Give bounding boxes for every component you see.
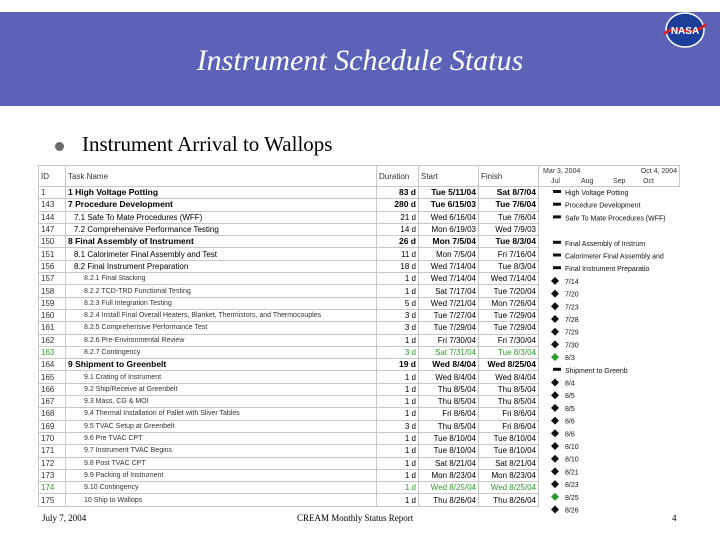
task-duration: 3 d [377,309,419,321]
task-finish: Tue 8/10/04 [479,445,539,457]
gantt-label: Shipment to Greenb [565,367,628,375]
bullet-icon [55,142,64,151]
col-start-header: Start [419,166,479,187]
task-id: 143 [39,199,66,211]
task-start: Mon 7/5/04 [419,248,479,260]
task-id: 161 [39,322,66,334]
task-start: Mon 6/19/03 [419,223,479,235]
gantt-chart [549,165,679,515]
gantt-label: 8/25 [565,494,579,502]
task-id: 172 [39,457,66,469]
task-finish: Tue 8/10/04 [479,432,539,444]
svg-text:NASA: NASA [670,26,700,37]
gantt-label: 7/20 [565,291,579,299]
task-start: Wed 8/4/04 [419,371,479,383]
gantt-label: 8/26 [565,507,579,515]
gantt-label: 8/3 [565,355,575,363]
gantt-label: Calorimeter Final Assembly and [565,253,664,261]
gantt-milestone [551,455,559,463]
timescale-month-jul: Jul [551,178,560,185]
gantt-label: 7/28 [565,317,579,324]
task-name: 9.7 Instrument TVAC Begins [66,445,377,457]
task-duration: 11 d [377,248,419,260]
task-id: 166 [39,383,66,395]
task-start: Tue 5/11/04 [419,187,479,199]
task-name: 9.8 Post TVAC CPT [66,457,377,469]
col-finish-header: Finish [479,166,539,187]
gantt-summary-bar [553,254,561,257]
task-duration: 1 d [377,432,419,444]
task-name: 9.1 Crating of Instrument [66,371,377,383]
task-start: Sat 7/17/04 [419,285,479,297]
task-duration: 1 d [377,469,419,481]
gantt-milestone [551,277,559,285]
task-finish: Wed 7/9/03 [479,223,539,235]
gantt-label: Final Instrument Preparatio [565,266,650,274]
task-finish: Wed 8/25/04 [479,482,539,494]
task-id: 164 [39,359,66,371]
task-id: 165 [39,371,66,383]
task-start: Tue 7/27/04 [419,309,479,321]
task-duration: 19 d [377,359,419,371]
task-duration: 18 d [377,260,419,272]
task-duration: 3 d [377,346,419,358]
gantt-milestone [551,404,559,412]
task-start: Thu 8/5/04 [419,383,479,395]
gantt-label: 7/14 [565,278,579,286]
task-duration: 14 d [377,223,419,235]
task-name: 8.2.6 Pre-Environmental Review [66,334,377,346]
task-finish: Fri 7/30/04 [479,334,539,346]
task-duration: 1 d [377,396,419,408]
task-start: Wed 7/21/04 [419,297,479,309]
task-duration: 1 d [377,285,419,297]
task-name: 8.2.4 Install Final Overall Heaters, Blanket, Thermistors, and Thermocouples [66,309,377,321]
task-finish: Thu 8/5/04 [479,383,539,395]
gantt-label: 8/5 [565,405,575,413]
task-finish: Tue 7/29/04 [479,309,539,321]
task-id: 147 [39,223,66,235]
task-duration: 1 d [377,494,419,506]
task-start: Sat 7/31/04 [419,346,479,358]
task-name: 9.3 Mass, CG & MOI [66,396,377,408]
gantt-milestone [551,467,559,475]
task-id: 158 [39,285,66,297]
task-finish: Fri 8/6/04 [479,420,539,432]
gantt-milestone [551,328,559,336]
gantt-label: High Voltage Potting [565,190,629,197]
timescale-right-month: Oct 4, 2004 [640,168,677,175]
task-id: 171 [39,445,66,457]
task-finish: Thu 8/5/04 [479,396,539,408]
slide-subtitle: Instrument Arrival to Wallops [82,132,333,156]
task-name: 8.2.5 Comprehensive Performance Test [66,322,377,334]
task-name: 9.10 Contingency [66,482,377,494]
col-id-header: ID [39,166,66,187]
task-duration: 1 d [377,273,419,285]
task-duration: 1 d [377,383,419,395]
task-duration: 1 d [377,482,419,494]
task-start: Fri 7/30/04 [419,334,479,346]
task-duration: 280 d [377,199,419,211]
task-name: 8.2.7 Contingency [66,346,377,358]
task-duration: 1 d [377,457,419,469]
task-id: 174 [39,482,66,494]
task-id: 160 [39,309,66,321]
task-name: 9.9 Packing of Instrument [66,469,377,481]
gantt-label: 8/6 [565,418,575,426]
gantt-label: 8/23 [565,482,579,490]
task-finish: Tue 7/20/04 [479,285,539,297]
gantt-summary-bar [553,215,561,218]
task-id: 169 [39,420,66,432]
task-finish: Tue 8/3/04 [479,236,539,248]
task-name: 9.6 Pre TVAC CPT [66,432,377,444]
task-start: Wed 6/16/04 [419,211,479,223]
task-start: Mon 8/23/04 [419,469,479,481]
slide-title: Instrument Schedule Status [196,44,524,77]
task-finish: Tue 7/6/04 [479,211,539,223]
task-finish: Sat 8/7/04 [479,187,539,199]
task-finish: Wed 8/25/04 [479,359,539,371]
task-duration: 1 d [377,371,419,383]
task-start: Wed 8/4/04 [419,359,479,371]
task-id: 157 [39,273,66,285]
timescale-month-sep: Sep [613,178,626,185]
task-finish: Tue 7/29/04 [479,322,539,334]
gantt-milestone [551,391,559,399]
task-id: 167 [39,396,66,408]
gantt-label: 7/30 [565,342,579,350]
timescale-month-oct: Oct [643,178,654,185]
gantt-label: 8/10 [565,456,579,464]
task-start: Thu 8/5/04 [419,420,479,432]
task-duration: 5 d [377,297,419,309]
task-name: 8.2.3 Full Integration Testing [66,297,377,309]
gantt-label: 7/23 [565,304,579,312]
gantt-milestone [551,290,559,298]
task-name: 8.2.1 Final Stacking [66,273,377,285]
gantt-milestone [551,480,559,488]
task-start: Wed 7/14/04 [419,273,479,285]
task-finish: Thu 8/26/04 [479,494,539,506]
task-finish: Wed 7/14/04 [479,273,539,285]
footer-title: CREAM Monthly Status Report [297,513,414,523]
gantt-milestone [551,340,559,348]
task-name: 10 Ship to Wallops [66,494,377,506]
task-finish: Fri 8/6/04 [479,408,539,420]
gantt-milestone [551,353,559,361]
task-start: Tue 7/29/04 [419,322,479,334]
gantt-label: 8/10 [565,444,579,451]
task-id: 175 [39,494,66,506]
task-start: Mon 7/5/04 [419,236,479,248]
task-name: 8.2 Final Instrument Preparation [66,260,377,272]
gantt-label: 8/5 [565,393,575,401]
task-start: Sat 8/21/04 [419,457,479,469]
gantt-label: Safe To Mate Procedures (WFF) [565,215,666,223]
task-name: 8 Final Assembly of Instrument [66,236,377,248]
gantt-summary-bar [553,190,561,193]
task-finish: Mon 8/23/04 [479,469,539,481]
gantt-milestone [551,442,559,450]
task-duration: 1 d [377,334,419,346]
task-start: Wed 8/25/04 [419,482,479,494]
task-id: 163 [39,346,66,358]
task-start: Tue 8/10/04 [419,432,479,444]
gantt-summary-bar [553,368,561,371]
task-finish: Fri 7/16/04 [479,248,539,260]
task-finish: Wed 8/4/04 [479,371,539,383]
task-start: Wed 7/14/04 [419,260,479,272]
gantt-label: Final Assembly of Instrum [565,240,646,248]
task-duration: 1 d [377,445,419,457]
task-id: 1 [39,187,66,199]
task-duration: 26 d [377,236,419,248]
task-name: 8.1 Calorimeter Final Assembly and Test [66,248,377,260]
task-finish: Tue 8/3/04 [479,346,539,358]
task-name: 7.2 Comprehensive Performance Testing [66,223,377,235]
gantt-label: 8/6 [565,431,575,439]
nasa-logo [660,10,710,50]
gantt-summary-bar [553,241,561,244]
task-name: 8.2.2 TCD-TRD Functional Testing [66,285,377,297]
task-name: 9.2 Ship/Receive at Greenbelt [66,383,377,395]
task-finish: Sat 8/21/04 [479,457,539,469]
task-name: 9.4 Thermal Installation of Pallet with Sliver Tables [66,408,377,420]
task-name: 1 High Voltage Potting [66,187,377,199]
gantt-summary-bar [553,266,561,269]
task-duration: 3 d [377,420,419,432]
gantt-milestone [551,417,559,425]
task-finish: Mon 7/26/04 [479,297,539,309]
gantt-milestone [551,379,559,387]
task-duration: 21 d [377,211,419,223]
gantt-milestone [551,315,559,323]
task-start: Thu 8/5/04 [419,396,479,408]
page-number: 4 [672,513,677,523]
task-id: 151 [39,248,66,260]
task-id: 159 [39,297,66,309]
task-finish: Tue 8/3/04 [479,260,539,272]
task-start: Tue 6/15/03 [419,199,479,211]
task-id: 156 [39,260,66,272]
task-name: 9 Shipment to Greenbelt [66,359,377,371]
footer-date: July 7, 2004 [42,513,87,523]
task-duration: 3 d [377,322,419,334]
task-duration: 83 d [377,187,419,199]
gantt-milestone [551,429,559,437]
task-finish: Tue 7/6/04 [479,199,539,211]
task-start: Fri 8/6/04 [419,408,479,420]
gantt-label: 7/29 [565,329,579,337]
gantt-milestone [551,506,559,514]
task-id: 168 [39,408,66,420]
task-id: 162 [39,334,66,346]
task-duration: 1 d [377,408,419,420]
task-start: Thu 8/26/04 [419,494,479,506]
col-duration-header: Duration [377,166,419,187]
task-id: 173 [39,469,66,481]
col-name-header: Task Name [66,166,377,187]
gantt-milestone [551,493,559,501]
task-name: 7.1 Safe To Mate Procedures (WFF) [66,211,377,223]
task-id: 150 [39,236,66,248]
task-id: 144 [39,211,66,223]
gantt-label: 8/4 [565,380,575,388]
task-id: 170 [39,432,66,444]
task-name: 7 Procedure Development [66,199,377,211]
timescale-month-aug: Aug [581,178,594,185]
gantt-summary-bar [553,203,561,206]
task-start: Tue 8/10/04 [419,445,479,457]
task-name: 9.5 TVAC Setup at Greenbelt [66,420,377,432]
gantt-label: 8/21 [565,469,579,477]
timescale-left-month: Mar 3, 2004 [543,168,581,175]
gantt-label: Procedure Development [565,202,641,210]
gantt-milestone [551,302,559,310]
